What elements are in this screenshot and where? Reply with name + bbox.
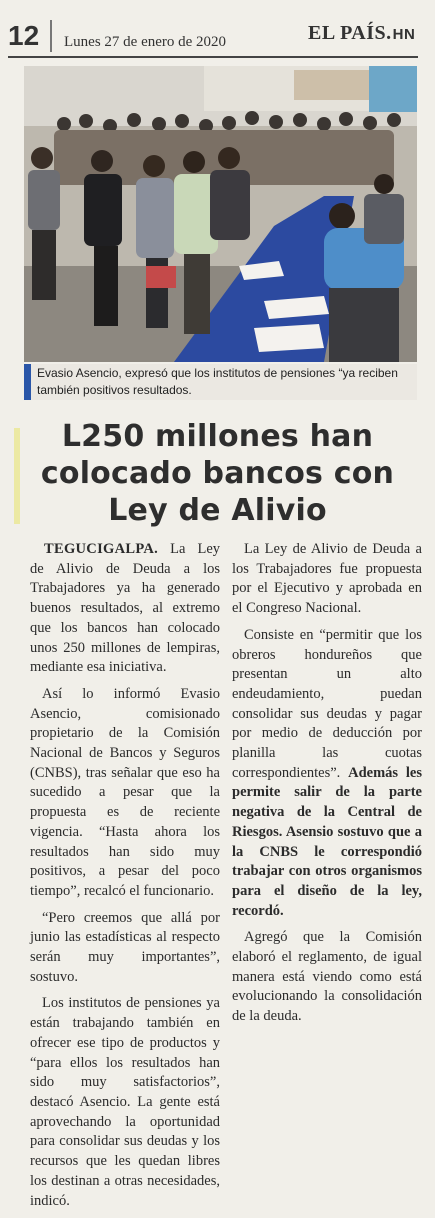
article-paragraph: Así lo informó Evasio Asencio, comisionado propietario de la Comisión Nacional de Bancos y Seguros (CNBS), tras señalar que eso ha sucedido a pesar que la propuesta es de reciente vigencia. “Hasta ahora los resultados han sido muy positivos, a pesar del poco tiempo”, recalcó el funcionario.: [30, 685, 220, 899]
news-photo: [24, 66, 417, 362]
article-column-right: [232, 540, 422, 1034]
issue-date: Lunes 27 de enero de 2020: [64, 34, 227, 50]
article-paragraph: [232, 626, 422, 922]
caption-accent-bar: [24, 364, 31, 400]
newspaper-logo: [308, 22, 415, 45]
page-number: 12: [8, 20, 40, 51]
article-column-left: [30, 540, 220, 1218]
photo-caption: [24, 364, 417, 400]
dateline: TEGUCIGALPA.: [44, 541, 159, 557]
masthead-separator: [50, 20, 52, 52]
article-headline: L250 millones han colocado bancos con Ley de Alivio: [40, 419, 395, 528]
masthead-rule: [8, 56, 418, 58]
article-paragraph: Los institutos de pensiones ya están trabajando también en ofrecer ese tipo de productos y “para ellos los resultados han sido muy satisfactorios”, destacó Asencio. La gente está aprovechando la oportunidad para consolidar sus deudas y los recursos que les quedan libres los destinan a otras necesidades, indicó.: [30, 995, 220, 1209]
masthead: [0, 0, 435, 58]
photo-illustration: [24, 66, 417, 362]
paragraph-bold-text: Además les permite salir de la parte negativa de la Central de Riesgos. Asensio sostuvo que a la CNBS le correspondió trabajar con otros organismos para el diseño de la ley, recordó.: [232, 764, 422, 919]
article-paragraph: Agregó que la Comisión elaboró el reglamento, de igual manera está viendo como está evolucionando la consolidación de la deuda.: [232, 929, 422, 1025]
logo-suffix: HN: [392, 26, 416, 43]
paragraph-text: La Ley de Alivio de Deuda a los Trabajadores ya ha generado buenos resultados, al extremo que los bancos han colocado unos 250 millones de lempiras, mediante esa iniciativa.: [30, 541, 220, 676]
article-paragraph: [30, 540, 220, 678]
caption-text: Evasio Asencio, expresó que los institutos de pensiones “ya reciben también positivos resultados.: [37, 366, 398, 397]
article-paragraph: La Ley de Alivio de Deuda a los Trabajadores fue propuesta por el Ejecutivo y aprobada en el Congreso Nacional.: [232, 541, 422, 617]
paragraph-text: Consiste en “permitir que los obreros hondureños que presentan un alto endeudamiento, puedan consolidar sus deudas y pagar por medio de deducción por planilla las cuotas correspondientes”.: [232, 626, 422, 781]
logo-main: EL PAÍS.: [308, 22, 392, 44]
article-paragraph: “Pero creemos que allá por junio las estadísticas al respecto serán muy importantes”, sostuvo.: [30, 909, 220, 985]
